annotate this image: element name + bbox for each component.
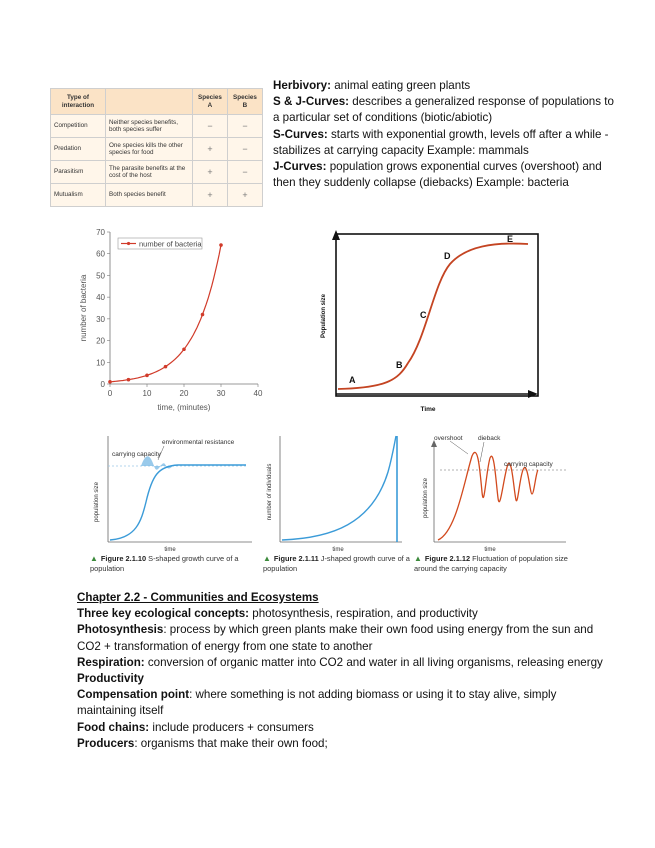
table-header: Species B	[227, 89, 262, 115]
x-axis-label: time	[332, 547, 344, 553]
legend	[118, 238, 202, 249]
bacteria-growth-chart	[78, 226, 268, 416]
y-tick-label: 30	[96, 314, 105, 324]
note-item: Three key ecological concepts: photosynthesis, respiration, and productivity	[77, 607, 478, 621]
overshoot-label: overshoot	[434, 435, 463, 442]
x-tick-label: 0	[107, 389, 113, 398]
table-row	[51, 115, 263, 138]
figure-caption: ▲ Figure 2.1.11 J-shaped growth curve of a population	[263, 554, 410, 573]
x-axis-label: time	[164, 547, 176, 553]
y-axis-label: number of individuals	[267, 463, 273, 521]
definition: J-Curves: population grows exponential curves (overshoot) and then they suddenly collapse (diebacks) Example: bacteria	[273, 160, 602, 190]
definition: S & J-Curves: describes a generalized response of populations to a particular set of conditions (biotic/abiotic)	[273, 95, 614, 125]
x-axis-label: time	[484, 547, 496, 553]
table-header: Type of interaction	[51, 89, 106, 115]
data-point	[182, 347, 186, 351]
table-header	[106, 89, 193, 115]
note-item: Photosynthesis: process by which green plants make their own food using energy from the sun and CO2 + transformation of energy from one state to another	[77, 623, 594, 653]
table-cell: +	[193, 184, 228, 207]
y-tick-label: 20	[96, 336, 105, 346]
table-cell: −	[193, 115, 228, 138]
table-cell: The parasite benefits at the cost of the host	[106, 161, 193, 184]
table-cell: Mutualism	[51, 184, 106, 207]
figure-caption: ▲ Figure 2.1.10 S-shaped growth curve of a population	[90, 554, 239, 573]
table-cell: +	[193, 161, 228, 184]
table-cell: −	[227, 115, 262, 138]
y-axis-label: population size	[94, 481, 100, 523]
data-point	[219, 243, 223, 247]
point-label: D	[444, 251, 451, 261]
note-item: Food chains: include producers + consumers	[77, 720, 314, 734]
s-curve-line	[110, 465, 246, 540]
table-header: Species A	[193, 89, 228, 115]
interaction-table	[50, 88, 263, 207]
data-point	[201, 313, 205, 317]
figure-fluctuation	[420, 432, 570, 556]
x-tick-label: 40	[253, 389, 263, 398]
point-label: B	[396, 360, 403, 370]
note-item: Respiration: conversion of organic matter into CO2 and water in all living organisms, releasing energy	[77, 655, 603, 669]
table-cell: −	[227, 138, 262, 161]
j-curve-line	[282, 436, 396, 540]
note-item: Compensation point: where something is not adding biomass or using it to stay alive, simply maintaining itself	[77, 688, 557, 718]
table-row	[51, 138, 263, 161]
env-resistance-label: environmental resistance	[162, 439, 235, 446]
point-label: E	[507, 234, 514, 244]
legend-label: number of bacteria	[139, 239, 202, 249]
definition: S-Curves: starts with exponential growth, levels off after a while - stabilizes at carrying capacity Example: mammals	[273, 127, 609, 157]
point-label: C	[420, 310, 427, 320]
carrying-capacity-label: carrying capacity	[504, 461, 553, 468]
figure-j-shaped	[262, 432, 412, 556]
y-tick-label: 0	[100, 380, 105, 389]
y-tick-label: 50	[96, 271, 105, 281]
s-curve-chart	[316, 228, 548, 416]
table-cell: Predation	[51, 138, 106, 161]
definitions-block	[273, 78, 618, 191]
y-tick-label: 10	[96, 358, 105, 368]
x-axis-label: Time	[420, 406, 436, 413]
table-row	[51, 184, 263, 207]
note-item: Productivity	[77, 672, 144, 686]
definition: Herbivory: animal eating green plants	[273, 79, 471, 92]
table-cell: One species kills the other species for food	[106, 138, 193, 161]
series-line	[110, 245, 221, 382]
carrying-capacity-label: carrying capacity	[112, 451, 161, 458]
data-point	[164, 365, 168, 369]
table-cell: −	[227, 161, 262, 184]
chapter-heading: Chapter 2.2 - Communities and Ecosystems	[77, 591, 319, 604]
x-tick-label: 20	[179, 389, 189, 398]
x-tick-label: 10	[142, 389, 152, 398]
y-tick-label: 70	[96, 228, 105, 237]
note-item: Producers: organisms that make their own food;	[77, 736, 328, 750]
triangle-icon: ▲	[414, 554, 422, 563]
point-label: A	[349, 375, 356, 385]
table-row	[51, 161, 263, 184]
table-cell: Both species benefit	[106, 184, 193, 207]
y-tick-label: 60	[96, 249, 105, 259]
y-axis-label: Population size	[321, 293, 327, 339]
figure-caption: ▲ Figure 2.1.12 Fluctuation of population size around the carrying capacity	[414, 554, 568, 573]
data-point	[108, 380, 112, 384]
table-cell: Parasitism	[51, 161, 106, 184]
y-axis-label: population size	[423, 477, 429, 519]
table-cell: Neither species benefits, both species suffer	[106, 115, 193, 138]
table-cell: +	[193, 138, 228, 161]
triangle-icon: ▲	[90, 554, 98, 563]
data-point	[145, 374, 149, 378]
x-axis-label: time, (minutes)	[157, 403, 211, 412]
data-point	[127, 378, 131, 382]
table-cell: +	[227, 184, 262, 207]
x-tick-label: 30	[216, 389, 226, 398]
triangle-icon: ▲	[263, 554, 271, 563]
figure-s-shaped	[86, 432, 256, 556]
dieback-label: dieback	[478, 435, 501, 442]
y-tick-label: 40	[96, 293, 105, 303]
chapter-notes	[77, 590, 607, 752]
table-cell: Competition	[51, 115, 106, 138]
y-axis-label: number of bacteria	[79, 274, 88, 342]
